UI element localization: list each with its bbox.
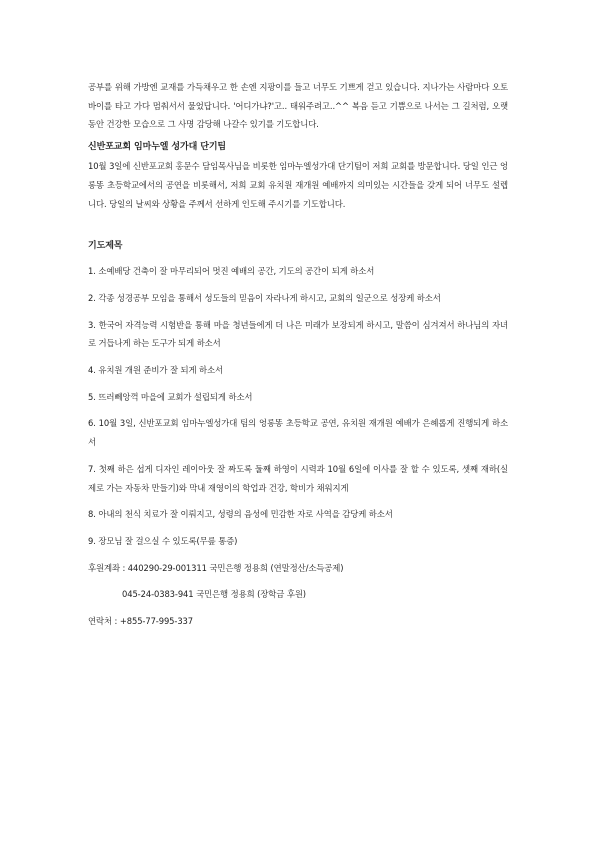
prayer-item: 5. 뜨러뻬앙꺽 마을에 교회가 설립되게 하소서 — [88, 391, 253, 402]
donation-account-line: 후원계좌 : 440290-29-001311 국민은행 정용희 (연말정산/소득공제) — [88, 562, 344, 573]
contact-line: 연락처 : +855-77-995-337 — [88, 616, 194, 627]
prayer-item: 8. 아내의 천식 치료가 잘 이뤄지고, 성령의 음성에 민감한 자로 사역을 감당케 하소서 — [88, 509, 393, 520]
section-body-choir-team: 10월 3일에 신반포교회 홍문수 담임목사님을 비롯한 임마누엘성가대 단기팀이 저희 교회를 방문합니다. 당일 인근 엉롱똥 초등학교에서의 공연을 비롯해서, 저희 교회 유치원 재개원 예배까지 의미있는 시간들을 갖게 되어 너무도 설렙니다. 당일의 날씨와 상황을 주께서 선하게 인도해 주시기를 기도합니다. — [88, 161, 508, 209]
donation-account-line: 045-24-0383-941 국민은행 정용희 (장학금 후원) — [122, 589, 306, 600]
prayer-list — [88, 262, 508, 550]
prayer-item: 2. 각종 성경공부 모임을 통해서 성도들의 믿음이 자라나게 하시고, 교회의 일군으로 성장케 하소서 — [88, 292, 441, 303]
intro-paragraph: 공부를 위해 가방엔 교재를 가득채우고 한 손엔 지팡이를 들고 너무도 기쁘게 걷고 있습니다. 지나가는 사람마다 오토바이를 타고 가다 멈춰서서 물었답니다. '어디가냐?'고.. 태워주려고..^^ 복음 듣고 기쁨으로 나서는 그 길처럼, 오랫동안 건강한 모습으로 그 사명 감당해 나갈수 있기를 기도합니다. — [88, 82, 508, 130]
document-page — [88, 78, 508, 631]
prayer-heading: 기도제목 — [88, 241, 123, 252]
prayer-item: 1. 소예배당 건축이 잘 마무리되어 멋진 예배의 공간, 기도의 공간이 되게 하소서 — [88, 266, 375, 277]
prayer-item: 6. 10월 3일, 신반포교회 임마누엘성가대 팀의 엉롱똥 초등학교 공연, 유치원 재개원 예배가 은혜롭게 진행되게 하소서 — [88, 418, 508, 448]
prayer-item: 9. 장모님 잘 걸으실 수 있도록(무릎 통증) — [88, 535, 238, 546]
prayer-item: 4. 유치원 개원 준비가 잘 되게 하소서 — [88, 365, 224, 376]
prayer-item: 3. 한국어 자격능력 시험반을 통해 마을 청년들에게 더 나은 미래가 보장되게 하시고, 말씀이 심겨져서 하나님의 자녀로 거듭나게 하는 도구가 되게 하소서 — [88, 319, 508, 349]
section-heading-choir-team: 신반포교회 임마누엘 성가대 단기팀 — [88, 142, 227, 153]
prayer-item: 7. 첫째 하은 섭게 디자인 레이아웃 잘 짜도록 둘째 하영이 시력과 10월 6일에 이사를 잘 할 수 있도록, 셋째 재하(실제로 가는 자동차 만들기)와 막내 재영이의 학업과 건강, 학비가 채워지게 — [88, 463, 508, 493]
donation-accounts — [88, 559, 508, 604]
